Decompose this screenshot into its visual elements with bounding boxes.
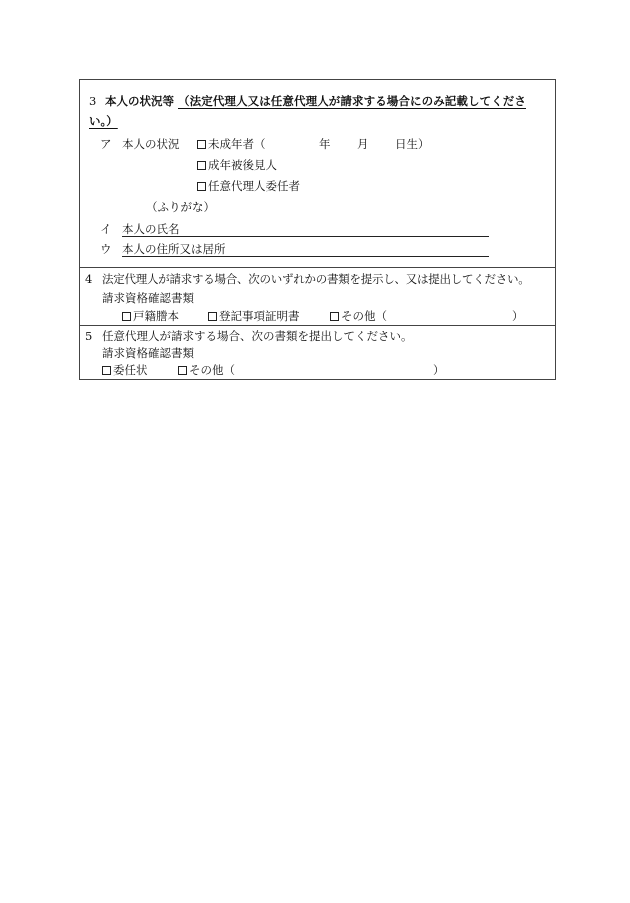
address-input-line[interactable]: [122, 256, 489, 257]
item-u-marker: ウ: [100, 242, 112, 256]
section-3: [80, 80, 555, 268]
touki-checkbox[interactable]: [208, 312, 217, 321]
other-4-checkbox[interactable]: [330, 312, 339, 321]
section-4: [80, 268, 555, 326]
minor-label: 未成年者（: [208, 137, 266, 151]
option-other-5[interactable]: [178, 363, 235, 377]
other-4-label: その他（: [341, 309, 387, 323]
option-proxy[interactable]: [102, 363, 148, 377]
section-3-note-line2: い。）: [89, 114, 118, 128]
other-5-close: ）: [433, 363, 445, 377]
other-5-label: その他（: [189, 363, 235, 377]
option-koseki[interactable]: [122, 309, 179, 323]
proxy-checkbox[interactable]: [102, 366, 111, 375]
minor-checkbox[interactable]: [197, 140, 206, 149]
ward-label: 成年被後見人: [208, 158, 277, 172]
section-5: [80, 326, 555, 379]
section-5-number: 5: [85, 329, 93, 343]
koseki-checkbox[interactable]: [122, 312, 131, 321]
birth-label: 日生）: [395, 137, 430, 151]
principal-checkbox[interactable]: [197, 182, 206, 191]
section-5-text: 任意代理人が請求する場合、次の書類を提出してください。: [102, 329, 413, 343]
item-i-marker: イ: [100, 222, 112, 236]
option-touki[interactable]: [208, 309, 300, 323]
section-4-number: 4: [85, 272, 93, 286]
proxy-label: 委任状: [113, 363, 148, 377]
section-4-docs-label: 請求資格確認書類: [102, 291, 194, 305]
other-5-checkbox[interactable]: [178, 366, 187, 375]
principal-label: 任意代理人委任者: [208, 179, 300, 193]
koseki-label: 戸籍謄本: [133, 309, 179, 323]
item-a-label: 本人の状況: [122, 137, 180, 151]
touki-label: 登記事項証明書: [219, 309, 300, 323]
section-5-docs-label: 請求資格確認書類: [102, 346, 194, 360]
ward-checkbox[interactable]: [197, 161, 206, 170]
name-label: 本人の氏名: [122, 222, 180, 236]
section-4-text: 法定代理人が請求する場合、次のいずれかの書類を提示し、又は提出してください。: [102, 272, 530, 286]
section-3-number: 3: [89, 94, 97, 108]
month-label: 月: [357, 137, 369, 151]
option-ward[interactable]: [197, 158, 277, 172]
option-other-4[interactable]: [330, 309, 387, 323]
address-label: 本人の住所又は居所: [122, 242, 226, 256]
section-3-note-line1: （法定代理人又は任意代理人が請求する場合にのみ記載してくださ: [178, 94, 526, 108]
form-table: [79, 79, 556, 380]
item-a-marker: ア: [100, 137, 112, 151]
other-4-close: ）: [512, 309, 524, 323]
year-label: 年: [319, 137, 331, 151]
furigana-label: （ふりがな）: [146, 200, 215, 214]
section-3-title: 本人の状況等: [105, 94, 174, 108]
option-principal[interactable]: [197, 179, 300, 193]
option-minor[interactable]: [197, 137, 266, 151]
name-input-line[interactable]: [122, 236, 489, 237]
